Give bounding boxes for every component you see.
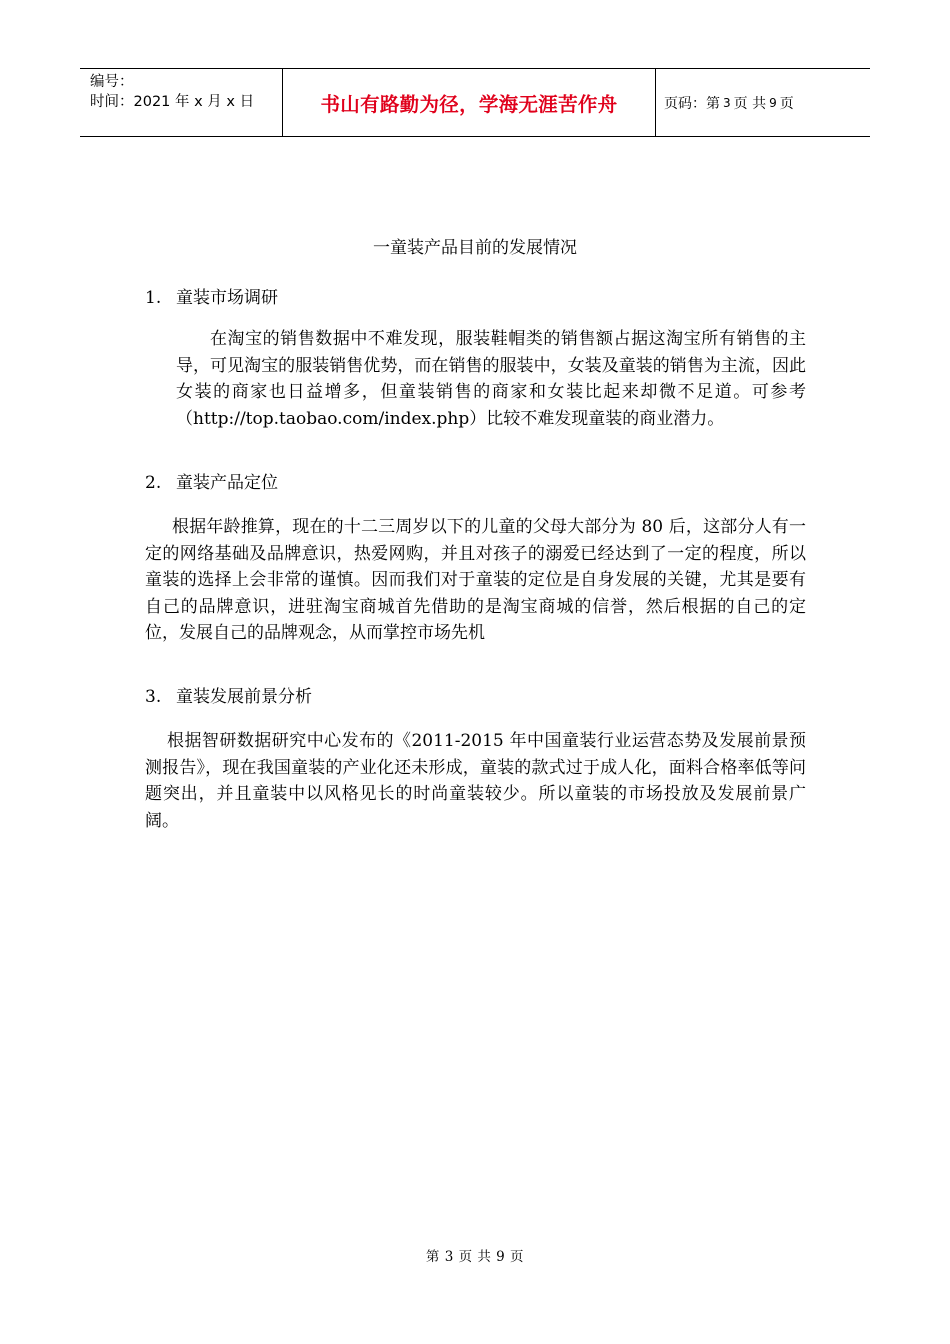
header-page-info bbox=[656, 69, 870, 136]
header-motto: 书山有路勤为径，学海无涯苦作舟 bbox=[282, 69, 656, 136]
page-total: 9 bbox=[769, 95, 777, 110]
page-current: 3 bbox=[723, 95, 731, 110]
section-heading-text: 童装发展前景分析 bbox=[176, 687, 312, 707]
section-heading-1 bbox=[145, 285, 278, 311]
page-mid: 页 共 bbox=[733, 95, 767, 112]
header-meta bbox=[80, 69, 282, 136]
page-header bbox=[80, 68, 870, 137]
section-heading-3 bbox=[145, 684, 312, 710]
section-heading-2 bbox=[145, 470, 278, 496]
document-title: 一童装产品目前的发展情况 bbox=[373, 238, 577, 258]
section-body-2: 根据年龄推算，现在的十二三周岁以下的儿童的父母大部分为 80 后，这部分人有一定的网络基础及品牌意识，热爱网购，并且对孩子的溺爱已经达到了一定的程度，所以童装的选择上会非常的谨慎。因而我们对于童装的定位是自身发展的关键，尤其是要有自己的品牌意识，进驻淘宝商城首先借助的是淘宝商城的信誉，然后根据的自己的定位，发展自己的品牌观念，从而掌控市场先机 bbox=[145, 517, 806, 643]
code-label: 编号： bbox=[90, 74, 134, 90]
date-label: 时间：2021 年 x 月 x 日 bbox=[90, 94, 255, 110]
section-heading-text: 童装市场调研 bbox=[176, 288, 278, 308]
page-prefix: 页码：第 bbox=[664, 95, 720, 112]
section-number: 2. bbox=[145, 473, 162, 493]
section-number: 1. bbox=[145, 288, 162, 308]
section-heading-text: 童装产品定位 bbox=[176, 473, 278, 493]
section-number: 3. bbox=[145, 687, 162, 707]
section-body-1: 在淘宝的销售数据中不难发现，服装鞋帽类的销售额占据这淘宝所有销售的主导，可见淘宝的服装销售优势，而在销售的服装中，女装及童装的销售为主流，因此女装的商家也日益增多，但童装销售的商家和女装比起来却微不足道。可参考（http://top.taobao.com/index.php）比较不难发现童装的商业潜力。 bbox=[176, 329, 806, 429]
page-suffix: 页 bbox=[779, 95, 794, 112]
page-footer: 第 3 页 共 9 页 bbox=[425, 1249, 525, 1265]
section-body-3: 根据智研数据研究中心发布的《2011-2015 年中国童装行业运营态势及发展前景预测报告》，现在我国童装的产业化还未形成，童装的款式过于成人化，面料合格率低等问题突出，并且童装中以风格见长的时尚童装较少。所以童装的市场投放及发展前景广阔。 bbox=[145, 731, 806, 831]
